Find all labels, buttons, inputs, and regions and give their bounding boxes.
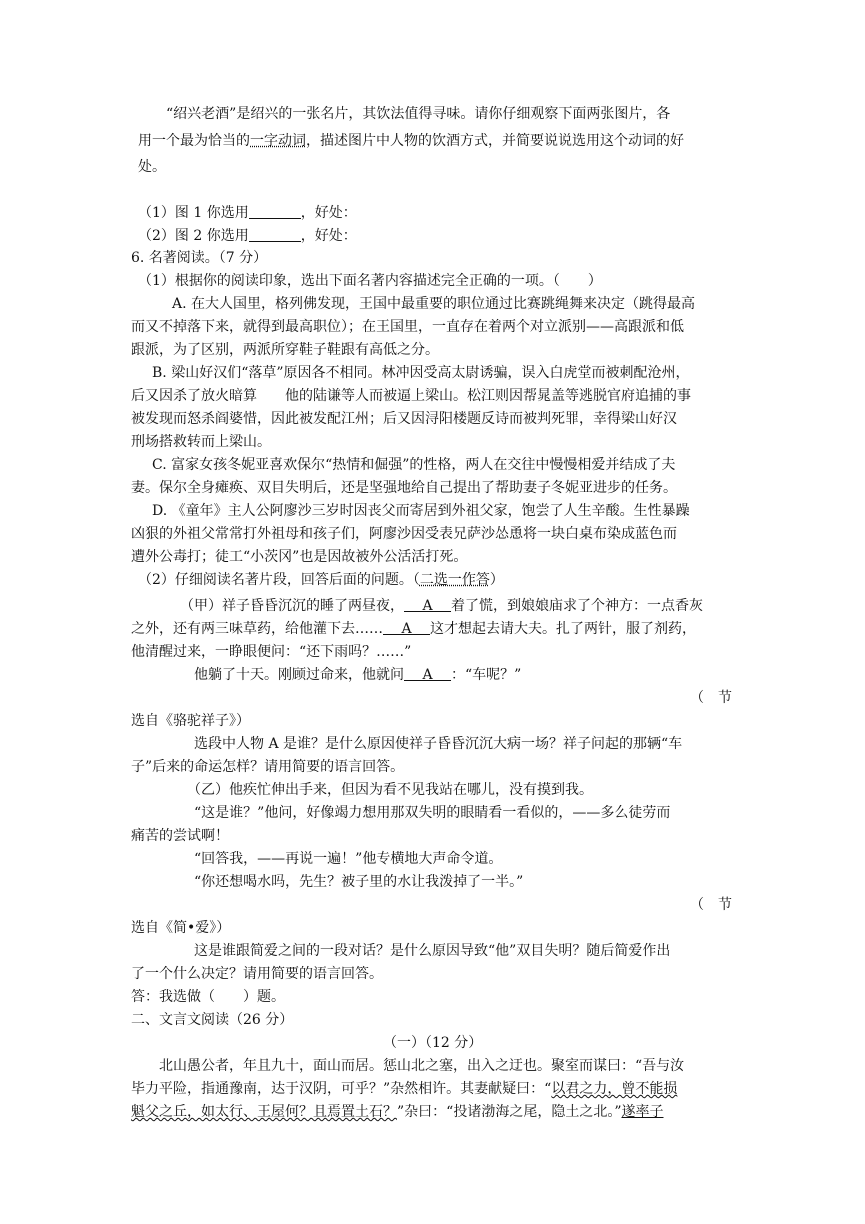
q6-sub2: （2）仔细阅读名著片段，回答后面的问题。（二选一作答） [138,572,504,588]
jia-line-3: 他清醒过来，一睁眼便问：“还下雨吗？……” [131,644,412,660]
section2-heading: 二、文言文阅读（26 分） [131,1012,294,1028]
answer-blank[interactable] [249,226,301,242]
classical-text-line-2: 毕力平险，指通豫南，达于汉阴，可乎？”杂然相许。其妻献疑曰：“以君之力，曾不能损 [131,1081,678,1097]
emphasis-text: 二选一作答 [419,572,490,588]
option-c-line: C. 富家女孩冬妮亚喜欢保尔“热情和倔强”的性格，两人在交往中慢慢相爱并结成了夫 [152,457,676,473]
wavy-underlined-text: 以君之力，曾不能损 [551,1081,678,1097]
yi-source-mark: （ 节 [690,897,732,913]
q6-heading: 6. 名著阅读。（7 分） [131,250,268,266]
yi-line-5: “你还想喝水吗，先生？被子里的水让我泼掉了一半。” [194,874,524,890]
intro-line-2: 用一个最为恰当的一字动词，描述图片中人物的饮酒方式，并简要说说选用这个动词的好 [138,133,684,149]
option-b-line: 刑场搭救转而上梁山。 [131,434,271,450]
q5-item-2: （2）图 2 你选用 ，好处： [138,228,357,244]
intro-line-1: “绍兴老酒”是绍兴的一张名片，其饮法值得寻味。请你仔细观察下面两张图片，各 [166,106,671,122]
option-a-line: A. 在大人国里，格列佛发现，王国中最重要的职位通过比赛跳绳舞来决定（跳得最高 [172,296,696,312]
option-a-line: 跟派，为了区别，两派所穿鞋子鞋跟有高低之分。 [131,342,439,358]
section2-part1: （一）（12 分） [383,1035,483,1051]
option-d-line: 凶狠的外祖父常常打外祖母和孩子们，阿廖沙因受表兄萨沙怂恿将一块白桌布染成蓝色而 [131,526,677,542]
blank-a: A [383,621,431,637]
option-b-line: 后又因杀了放火暗算 他的陆谦等人而被逼上梁山。松江则因帮晁盖等逃脱官府追捕的事 [131,388,691,404]
jia-source: 选自《骆驼祥子》） [131,713,250,729]
blank-a: A [404,667,452,683]
jia-source-mark: （ 节 [690,690,732,706]
yi-question-1: 这是谁跟简爱之间的一段对话？是什么原因导致“他”双目失明？随后简爱作出 [194,943,671,959]
answer-blank[interactable] [249,203,301,219]
answer-line: 答：我选做（ ）题。 [131,989,285,1005]
option-d-line: D. 《童年》主人公阿廖沙三岁时因丧父而寄居到外祖父家，饱尝了人生辛酸。生性暴躁 [152,503,690,519]
option-d-line: 遭外公毒打；徒工“小茨冈”也是因故被外公活活打死。 [131,549,468,565]
option-b-line: B. 梁山好汉们“落草”原因各不相同。林冲因受高太尉诱骗，误入白虎堂而被刺配沧州， [152,365,690,381]
underlined-text: 遂率子 [621,1104,664,1120]
jia-line-4: 他躺了十天。刚顾过命来，他就问 A ：“车呢？” [194,667,522,683]
jia-line-2: 之外，还有两三味草药，给他灌下去…… A 这才想起去请大夫。扎了两针，服了剂药， [131,621,697,637]
q6-sub1: （1）根据你的阅读印象，选出下面名著内容描述完全正确的一项。（ ） [138,273,602,289]
q5-item-1: （1）图 1 你选用 ，好处： [138,205,357,221]
yi-line-2: “这是谁？”他问，好像竭力想用那双失明的眼睛看一看似的，——多么徒劳而 [194,805,671,821]
emphasis-text: 一字动词 [250,133,306,149]
option-a-line: 而又不掉落下来，就得到最高职位）；在王国里，一直存在着两个对立派别——高跟派和低 [131,319,684,335]
wavy-underlined-text: 魁父之丘，如太行、王屋何？且焉置土石？ [131,1104,397,1120]
yi-line-4: “回答我，——再说一遍！”他专横地大声命令道。 [194,851,503,867]
option-c-line: 妻。保尔全身瘫痪、双目失明后，还是坚强地给自己提出了帮助妻子冬妮亚进步的任务。 [131,480,677,496]
jia-question-1: 选段中人物 A 是谁？是什么原因使祥子昏昏沉沉大病一场？祥子问起的那辆“车 [194,736,683,752]
classical-text-line-1: 北山愚公者，年且九十，面山而居。惩山北之塞，出入之迂也。聚室而谋曰：“吾与汝 [159,1058,685,1074]
jia-question-2: 子”后来的命运怎样？请用简要的语言回答。 [131,759,405,775]
classical-text-line-3: 魁父之丘，如太行、王屋何？且焉置土石？”杂曰：“投诸渤海之尾，隐土之北。”遂率子 [131,1104,664,1120]
blank-a: A [404,598,452,614]
intro-line-3: 处。 [138,159,166,175]
option-b-line: 被发现而怒杀阎婆惜，因此被发配江州；后又因浔阳楼题反诗而被判死罪，幸得梁山好汉 [131,411,677,427]
yi-line-3: 痛苦的尝试啊！ [131,828,229,844]
yi-source: 选自《简•爱》） [131,920,231,936]
yi-line-1: （乙）他疾忙伸出手来，但因为看不见我站在哪儿，没有摸到我。 [187,782,593,798]
jia-line-1: （甲）祥子昏昏沉沉的睡了两昼夜， A 着了慌，到娘娘庙求了个神方：一点香灰 [180,598,704,614]
yi-question-2: 了一个什么决定？请用简要的语言回答。 [131,966,383,982]
